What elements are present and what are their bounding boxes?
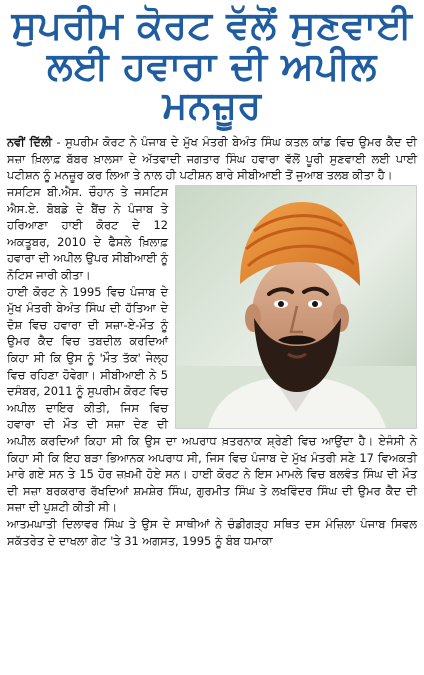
lead-paragraph	[7, 134, 417, 184]
article-body	[7, 134, 417, 549]
lead-text: - ਸੁਪਰੀਮ ਕੋਰਟ ਨੇ ਪੰਜਾਬ ਦੇ ਮੁੱਖ ਮੰਤਰੀ ਬੇਅੰਤ ਸਿੰਘ ਕਤਲ ਕਾਂਡ ਵਿਚ ਉਮਰ ਕੈਦ ਦੀ ਸਜ਼ਾ ਖ਼ਿਲਾਫ਼ ਬੱਬਰ ਖ਼ਾਲਸਾ ਦੇ ਅੱਤਵਾਦੀ ਜਗਤਾਰ ਸਿੰਘ ਹਵਾਰਾ ਵੱਲੋਂ ਪੂਰੀ ਸੁਣਵਾਈ ਲਈ ਪਾਈ ਪਟੀਸ਼ਨ ਨੂੰ ਮਨਜ਼ੂਰ ਕਰ ਲਿਆ ਤੇ ਨਾਲ ਹੀ ਪਟੀਸ਼ਨ ਬਾਰੇ ਸੀਬੀਆਈ ਤੋਂ ਜੁਆਬ ਤਲਬ ਕੀਤਾ ਹੈ।	[7, 135, 417, 183]
paragraph-blast: ਆਤਮਘਾਤੀ ਦਿਲਾਵਰ ਸਿੰਘ ਤੇ ਉਸ ਦੇ ਸਾਥੀਆਂ ਨੇ ਚੰਡੀਗੜ੍ਹ ਸਥਿਤ ਦਸ ਮੰਜ਼ਿਲਾ ਪੰਜਾਬ ਸਿਵਲ ਸਕੱਤਰੇਤ ਦੇ ਦਾਖਲਾ ਗੇਟ 'ਤੇ 31 ਅਗਸਤ, 1995 ਨੂੰ ਬੰਬ ਧਮਾਕਾ	[7, 516, 417, 548]
portrait-photo	[175, 185, 417, 429]
headline-line-1: ਸੁਪਰੀਮ ਕੋਰਟ ਵੱਲੋਂ ਸੁਣਵਾਈ	[11, 3, 413, 47]
headline	[7, 3, 417, 127]
portrait-illustration	[176, 186, 416, 428]
dateline: ਨਵੀਂ ਦਿੱਲੀ	[7, 135, 52, 150]
headline-line-2: ਲਈ ਹਵਾਰਾ ਦੀ ਅਪੀਲ ਮਨਜ਼ੂਰ	[47, 43, 377, 127]
paragraph-high-court: ਹਾਈ ਕੋਰਟ ਨੇ 1995 ਵਿਚ ਪੰਜਾਬ ਦੇ ਮੁੱਖ ਮੰਤਰੀ ਬੇਅੰਤ ਸਿੰਘ ਦੀ ਹੱਤਿਆ ਦੇ ਦੋਸ਼ ਵਿਚ ਹਵਾਰਾ ਦੀ ਸਜ਼ਾ-ਏ-ਮੌਤ ਨੂੰ ਉਮਰ ਕੈਦ ਵਿਚ ਤਬਦੀਲ ਕਰਦਿਆਂ ਕਿਹਾ ਸੀ ਕਿ ਉਸ ਨੂੰ 'ਮੌਤ ਤੱਕ' ਜੇਲ੍ਹ ਵਿਚ ਰਹਿਣਾ ਹੋਵੇਗਾ। ਸੀਬੀਆਈ ਨੇ 5 ਦਸੰਬਰ, 2011 ਨੂੰ ਸੁਪਰੀਮ ਕੋਰਟ ਵਿਚ ਅਪੀਲ ਦਾਇਰ ਕੀਤੀ, ਜਿਸ ਵਿਚ ਹਵਾਰਾ ਦੀ ਮੌਤ ਦੀ ਸਜ਼ਾ ਦੇਣ ਦੀ ਅਪੀਲ ਕਰਦਿਆਂ ਕਿਹਾ ਸੀ ਕਿ ਉਸ ਦਾ ਅਪਰਾਧ ਖ਼ਤਰਨਾਕ ਸ਼੍ਰੇਣੀ ਵਿਚ ਆਉਂਦਾ ਹੈ। ਏਜੰਸੀ ਨੇ ਕਿਹਾ ਸੀ ਕਿ ਇਹ ਬੜਾ ਭਿਆਨਕ ਅਪਰਾਧ ਸੀ, ਜਿਸ ਵਿਚ ਪੰਜਾਬ ਦੇ ਮੁੱਖ ਮੰਤਰੀ ਸਣੇ 17 ਵਿਅਕਤੀ ਮਾਰੇ ਗਏ ਸਨ ਤੇ 15 ਹੋਰ ਜ਼ਖ਼ਮੀ ਹੋਏ ਸਨ। ਹਾਈ ਕੋਰਟ ਨੇ ਇਸ ਮਾਮਲੇ ਵਿਚ ਬਲਵੰਤ ਸਿੰਘ ਦੀ ਮੌਤ ਦੀ ਸਜ਼ਾ ਬਰਕਰਾਰ ਰੱਖਦਿਆਂ ਸ਼ਮਸ਼ੇਰ ਸਿੰਘ, ਗੁਰਮੀਤ ਸਿੰਘ ਤੇ ਲਖਵਿੰਦਰ ਸਿੰਘ ਦੀ ਉਮਰ ਕੈਦ ਦੀ ਸਜ਼ਾ ਦੀ ਪੁਸ਼ਟੀ ਕੀਤੀ ਸੀ।	[7, 284, 417, 515]
paragraph-bench: ਜਸਟਿਸ ਬੀ.ਐਸ. ਚੌਹਾਨ ਤੇ ਜਸਟਿਸ ਐਸ.ਏ. ਬੋਬਡੇ ਦੇ ਬੈਂਚ ਨੇ ਪੰਜਾਬ ਤੇ ਹਰਿਆਣਾ ਹਾਈ ਕੋਰਟ ਦੇ 12 ਅਕਤੂਬਰ, 2010 ਦੇ ਫੈਸਲੇ ਖ਼ਿਲਾਫ਼ ਹਵਾਰਾ ਦੀ ਅਪੀਲ ਉਪਰ ਸੀਬੀਆਈ ਨੂੰ ਨੋਟਿਸ ਜਾਰੀ ਕੀਤਾ।	[7, 185, 168, 282]
